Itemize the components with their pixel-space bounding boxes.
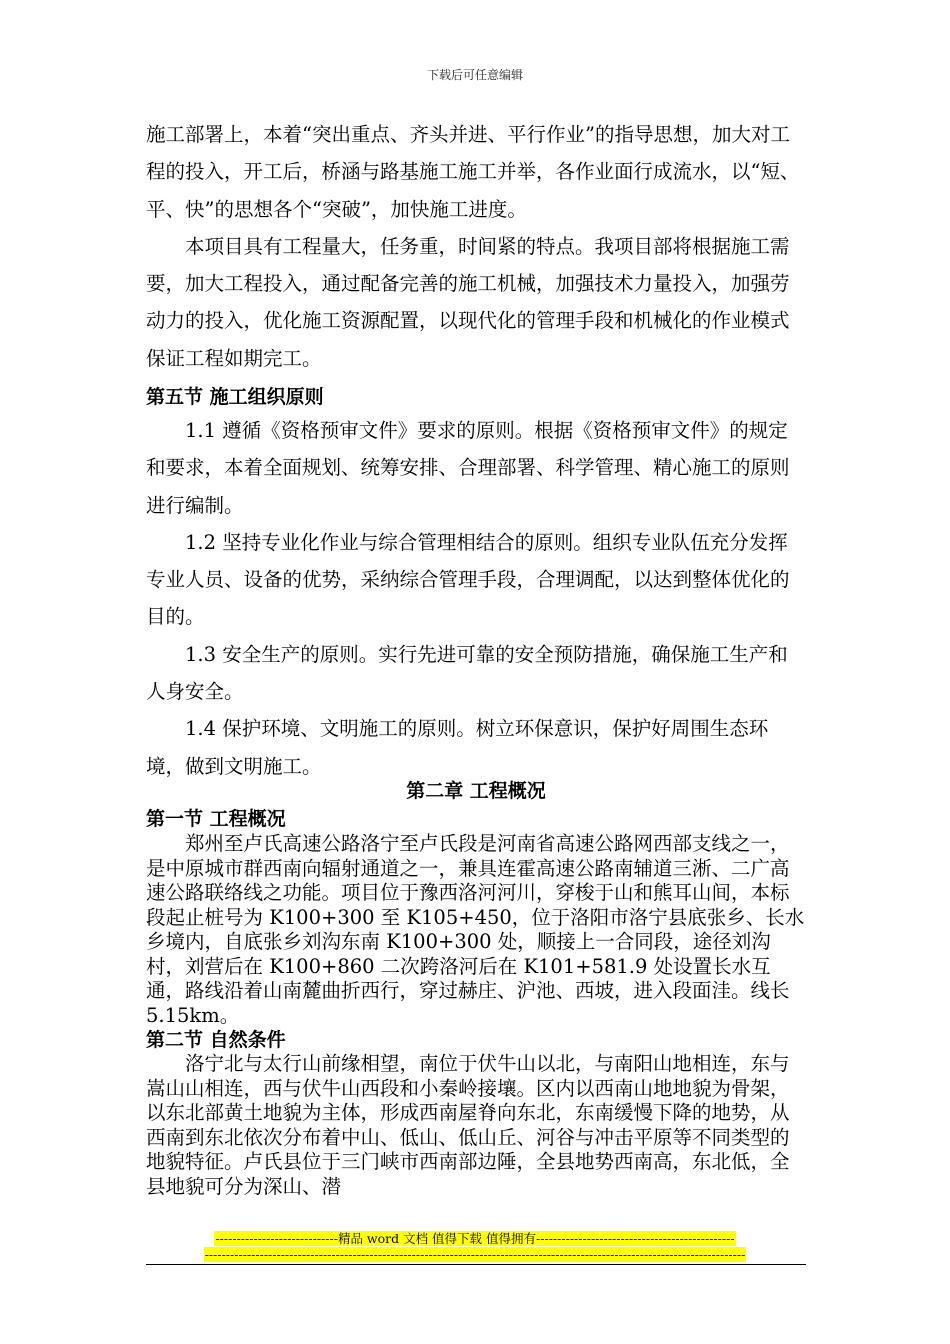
footer-dashes: --------------------------------------------------------------------------------------------------------------------------------: [204, 1247, 746, 1262]
footer-text: -----------------------------精品 word 文档 值得下载 值得拥有-----------------------------------------------: [215, 1231, 735, 1246]
paragraph: 1.1 遵循《资格预审文件》要求的原则。根据《资格预审文件》的规定和要求，本着全面规划、统筹安排、合理部署、科学管理、精心施工的原则进行编制。: [146, 419, 790, 517]
download-note: 下载后可任意编辑: [426, 68, 523, 82]
section-5: [146, 382, 806, 785]
paragraph: 本项目具有工程量大，任务重，时间紧的特点。我项目部将根据施工需要，加大工程投入，通过配备完善的施工机械，加强技术力量投入，加强劳动力的投入，优化施工资源配置，以现代化的管理手段和机械化的作业模式保证工程如期完工。: [146, 234, 790, 370]
chapter-title: 第二章 工程概况: [406, 780, 546, 802]
footer-banner-1: [0, 1229, 950, 1247]
paragraph: 洛宁北与太行山前缘相望，南位于伏牛山以北，与南阳山地相连，东与嵩山山相连，西与伏牛山西段和小秦岭接壤。区内以西南山地地貌为骨架，以东北部黄土地貌为主体，形成西南屋脊向东北，东南缓慢下降的地势，从西南到东北依次分布着中山、低山、低山丘、河谷与冲击平原等不同类型的地貌特征。卢氏县位于三门峡市西南部边陲，全县地势西南高，东北低，全县地貌可分为深山、潜: [146, 1052, 790, 1198]
paragraph: 1.3 安全生产的原则。实行先进可靠的安全预防措施，确保施工生产和人身安全。: [146, 642, 788, 704]
chapter-2: [146, 776, 806, 1202]
paragraph: 郑州至卢氏高速公路洛宁至卢氏段是河南省高速公路网西部支线之一，是中原城市群西南向辐射通道之一，兼具连霍高速公路南辅道三淅、二广高速公路联络线之功能。项目位于豫西洛河河川，穿梭于山和熊耳山间，本标段起止桩号为 K100+300 至 K105+450，位于洛阳市洛宁县底张乡、长水乡境内，自底张乡刘沟东南 K100+300 处，顺接上一合同段，途径刘沟村，刘营后在 K100+860 二次跨洛河后在 K101+581.9 处设置长水互通，路线沿着山南麓曲折西行，穿过赫庄、沪池、西坡，进入段面洼。线长 5.15km。: [146, 832, 805, 1027]
paragraph: 1.4 保护环境、文明施工的原则。树立环保意识，保护好周围生态环境，做到文明施工。: [146, 717, 769, 778]
section-heading: 第二节 自然条件: [146, 1029, 286, 1051]
paragraph: 施工部署上，本着“突出重点、齐头并进、平行作业”的指导思想，加大对工程的投入，开工后，桥涵与路基施工施工并举，各作业面行成流水，以“短、平、快”的思想各个“突破”，加快施工进度。: [146, 123, 800, 221]
section-heading: 第一节 工程概况: [146, 808, 286, 830]
paragraph: 1.2 坚持专业化作业与综合管理相结合的原则。组织专业队伍充分发挥专业人员、设备的优势，采纳综合管理手段，合理调配，以达到整体优化的目的。: [146, 530, 790, 629]
footer-divider: [146, 1264, 806, 1265]
section-heading: 第五节 施工组织原则: [146, 386, 324, 408]
footer-banner-2: [0, 1247, 950, 1262]
body-block-1: [146, 116, 806, 377]
